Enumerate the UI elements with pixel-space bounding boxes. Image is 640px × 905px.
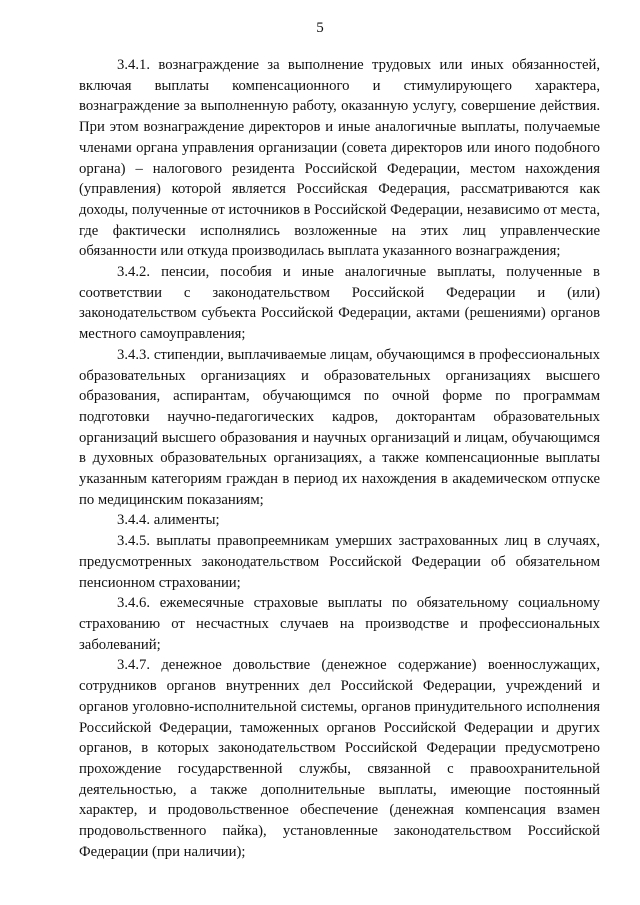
page-number: 5: [316, 20, 324, 36]
paragraph-3-4-2: [79, 262, 600, 345]
paragraph-number: 3.4.7.: [117, 657, 151, 674]
paragraph-3-4-7: [79, 655, 600, 862]
paragraph-text: алименты;: [153, 512, 220, 529]
paragraph-text: вознаграждение за выполнение трудовых или иных обязанностей, включая выплаты компенсационного и стимулирующего характера, вознаграждение за выполненную работу, оказанную услугу, совершение действия. При этом вознаграждение директоров и иные аналогичные выплаты, получаемые членами органа управления организации (совета директоров или иного подобного органа) – налогового резидента Российской Федерации, местом нахождения (управления) которой является Российская Федерация, рассматриваются как доходы, полученные от источников в Российской Федерации, независимо от места, где фактически исполнялись возложенные на этих лиц управленческие обязанности или откуда производилась выплата указанного вознаграждения;: [79, 57, 600, 260]
paragraph-number: 3.4.3.: [117, 346, 151, 363]
paragraph-number: 3.4.5.: [117, 533, 151, 550]
paragraph-text: выплаты правопреемникам умерших застрахованных лиц в случаях, предусмотренных законодательством Российской Федерации об обязательном пенсионном страховании;: [79, 533, 600, 591]
paragraph-number: 3.4.2.: [117, 264, 151, 281]
document-body: [79, 55, 600, 862]
paragraph-text: ежемесячные страховые выплаты по обязательному социальному страхованию от несчастных случаев на производстве и профессиональных заболеваний;: [79, 595, 600, 653]
paragraph-number: 3.4.4.: [117, 512, 151, 529]
paragraph-3-4-3: [79, 345, 600, 511]
paragraph-3-4-1: [79, 55, 600, 262]
paragraph-text: денежное довольствие (денежное содержание) военнослужащих, сотрудников органов внутренних дел Российской Федерации, учреждений и органов уголовно-исполнительной системы, органов принудительного исполнения Российской Федерации, таможенных органов Российской Федерации и других органов, в которых законодательством Российской Федерации предусмотрено прохождение государственной службы, связанной с правоохранительной деятельностью, а также дополнительные выплаты, имеющие постоянный характер, и продовольственное обеспечение (денежная компенсация взамен продовольственного пайка), установленные законодательством Российской Федерации (при наличии);: [79, 657, 600, 860]
paragraph-number: 3.4.6.: [117, 595, 151, 612]
paragraph-text: стипендии, выплачиваемые лицам, обучающимся в профессиональных образовательных организациях и образовательных организациях высшего образования, аспирантам, обучающимся по очной форме по программам подготовки научно-педагогических кадров, докторантам образовательных организаций высшего образования и научных организаций и лицам, обучающимся в духовных образовательных организациях, а также компенсационные выплаты указанным категориям граждан в период их нахождения в академическом отпуске по медицинским показаниям;: [79, 346, 600, 508]
paragraph-number: 3.4.1.: [117, 57, 151, 73]
paragraph-3-4-4: [79, 510, 600, 531]
paragraph-text: пенсии, пособия и иные аналогичные выплаты, полученные в соответствии с законодательством Российской Федерации и (или) законодательством субъекта Российской Федерации, актами (решениями) органов местного самоуправления;: [79, 264, 600, 343]
paragraph-3-4-5: [79, 531, 600, 593]
paragraph-3-4-6: [79, 593, 600, 655]
